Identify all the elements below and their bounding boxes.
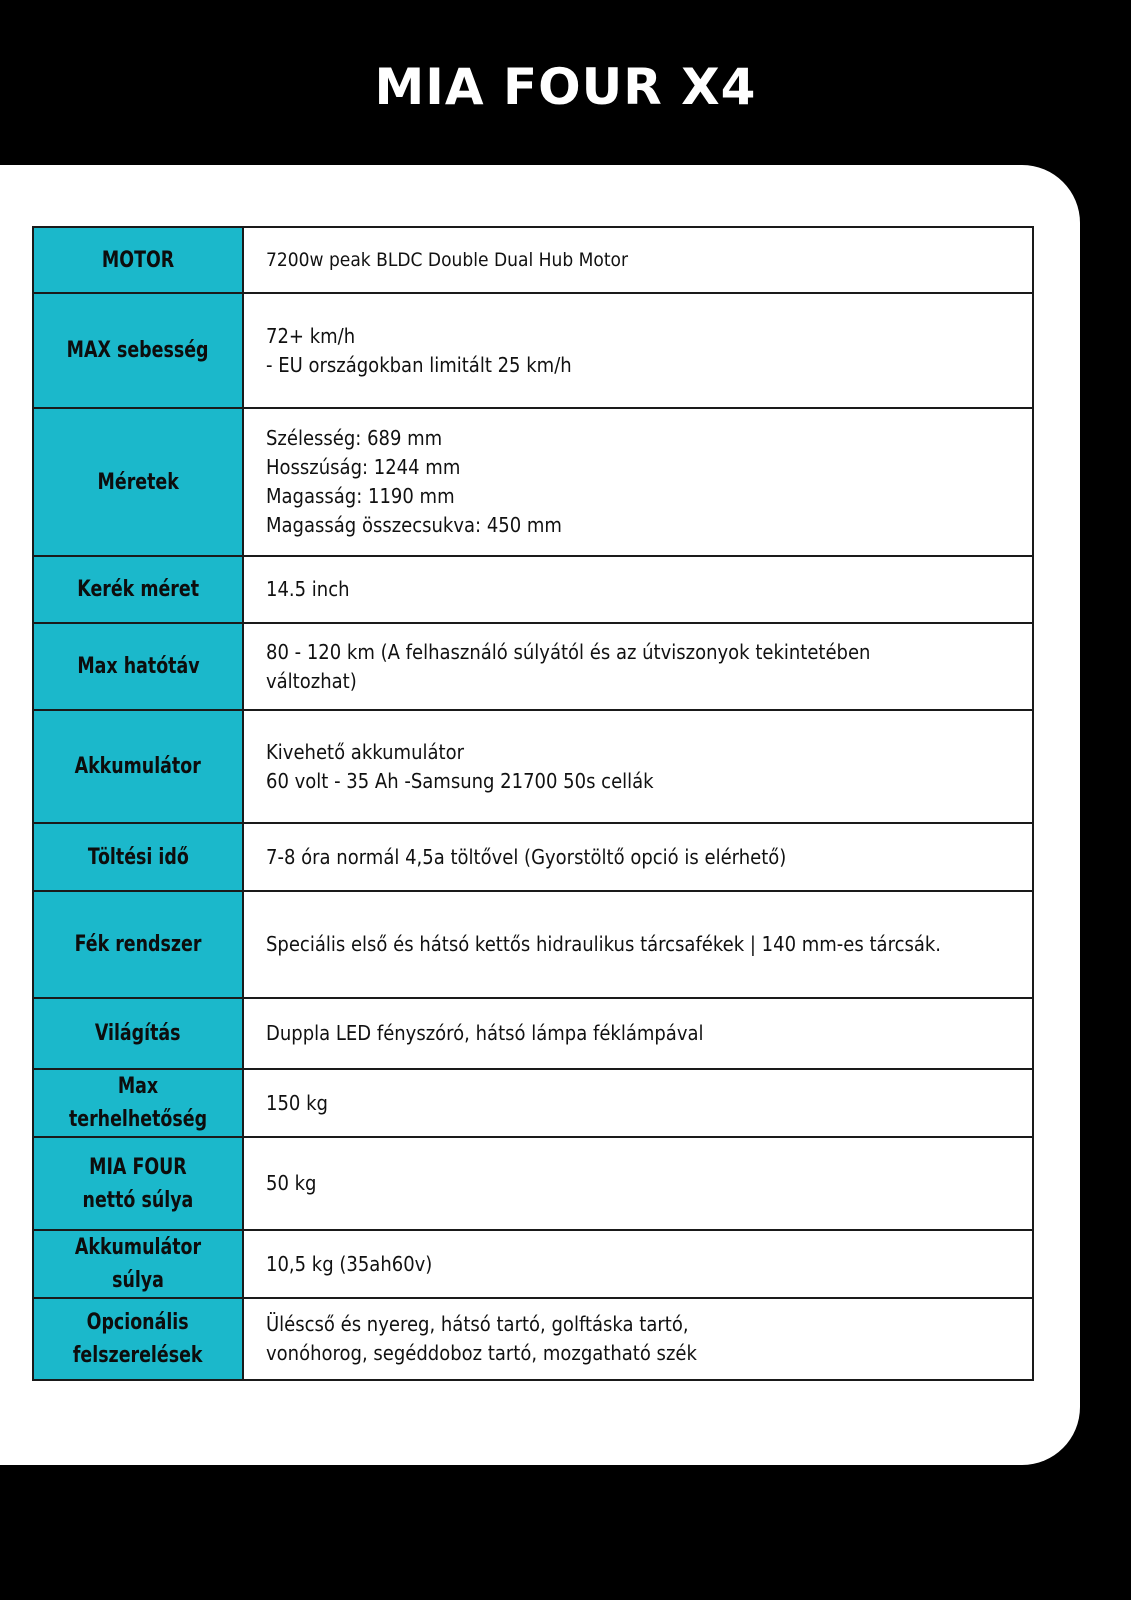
spec-label: Akkumulátor <box>33 710 243 823</box>
spec-label: MIA FOUR nettó súlya <box>33 1137 243 1230</box>
spec-row-lighting <box>33 998 1033 1069</box>
spec-row-brakes <box>33 891 1033 998</box>
spec-label: Akkumulátor súlya <box>33 1230 243 1298</box>
page-title: MIA FOUR X4 <box>374 58 757 116</box>
spec-label: Kerék méret <box>33 556 243 623</box>
spec-value: 7200w peak BLDC Double Dual Hub Motor <box>243 227 1033 293</box>
spec-label: MAX sebesség <box>33 293 243 408</box>
spec-row-dimensions <box>33 408 1033 556</box>
spec-row-battery <box>33 710 1033 823</box>
spec-row-charging-time <box>33 823 1033 891</box>
spec-value: 50 kg <box>243 1137 1033 1230</box>
spec-label: Méretek <box>33 408 243 556</box>
spec-value: 72+ km/h - EU országokban limitált 25 km/h <box>243 293 1033 408</box>
spec-row-wheel-size <box>33 556 1033 623</box>
spec-value: Üléscső és nyereg, hátsó tartó, golftáska tartó, vonóhorog, segéddoboz tartó, mozgatható szék <box>243 1298 1033 1380</box>
spec-label: MOTOR <box>33 227 243 293</box>
spec-value: Speciális első és hátsó kettős hidraulikus tárcsafékek | 140 mm-es tárcsák. <box>243 891 1033 998</box>
spec-row-motor <box>33 227 1033 293</box>
spec-row-max-load <box>33 1069 1033 1137</box>
spec-value: Szélesség: 689 mm Hosszúság: 1244 mm Magasság: 1190 mm Magasság összecsukva: 450 mm <box>243 408 1033 556</box>
spec-row-optional-equipment <box>33 1298 1033 1380</box>
spec-label: Max terhelhetőség <box>33 1069 243 1137</box>
spec-value: 7-8 óra normál 4,5a töltővel (Gyorstöltő opció is elérhető) <box>243 823 1033 891</box>
spec-label: Opcionális felszerelések <box>33 1298 243 1380</box>
spec-label: Világítás <box>33 998 243 1069</box>
spec-value: 14.5 inch <box>243 556 1033 623</box>
spec-label: Max hatótáv <box>33 623 243 710</box>
spec-value: 80 - 120 km (A felhasználó súlyától és az útviszonyok tekintetében változhat) <box>243 623 1033 710</box>
spec-row-max-speed <box>33 293 1033 408</box>
spec-value: Kivehető akkumulátor 60 volt - 35 Ah -Samsung 21700 50s cellák <box>243 710 1033 823</box>
spec-row-max-range <box>33 623 1033 710</box>
spec-row-battery-weight <box>33 1230 1033 1298</box>
spec-label: Töltési idő <box>33 823 243 891</box>
spec-label: Fék rendszer <box>33 891 243 998</box>
spec-value: 150 kg <box>243 1069 1033 1137</box>
spec-row-net-weight <box>33 1137 1033 1230</box>
spec-value: 10,5 kg (35ah60v) <box>243 1230 1033 1298</box>
spec-table <box>32 226 1034 1381</box>
spec-value: Duppla LED fényszóró, hátsó lámpa féklámpával <box>243 998 1033 1069</box>
